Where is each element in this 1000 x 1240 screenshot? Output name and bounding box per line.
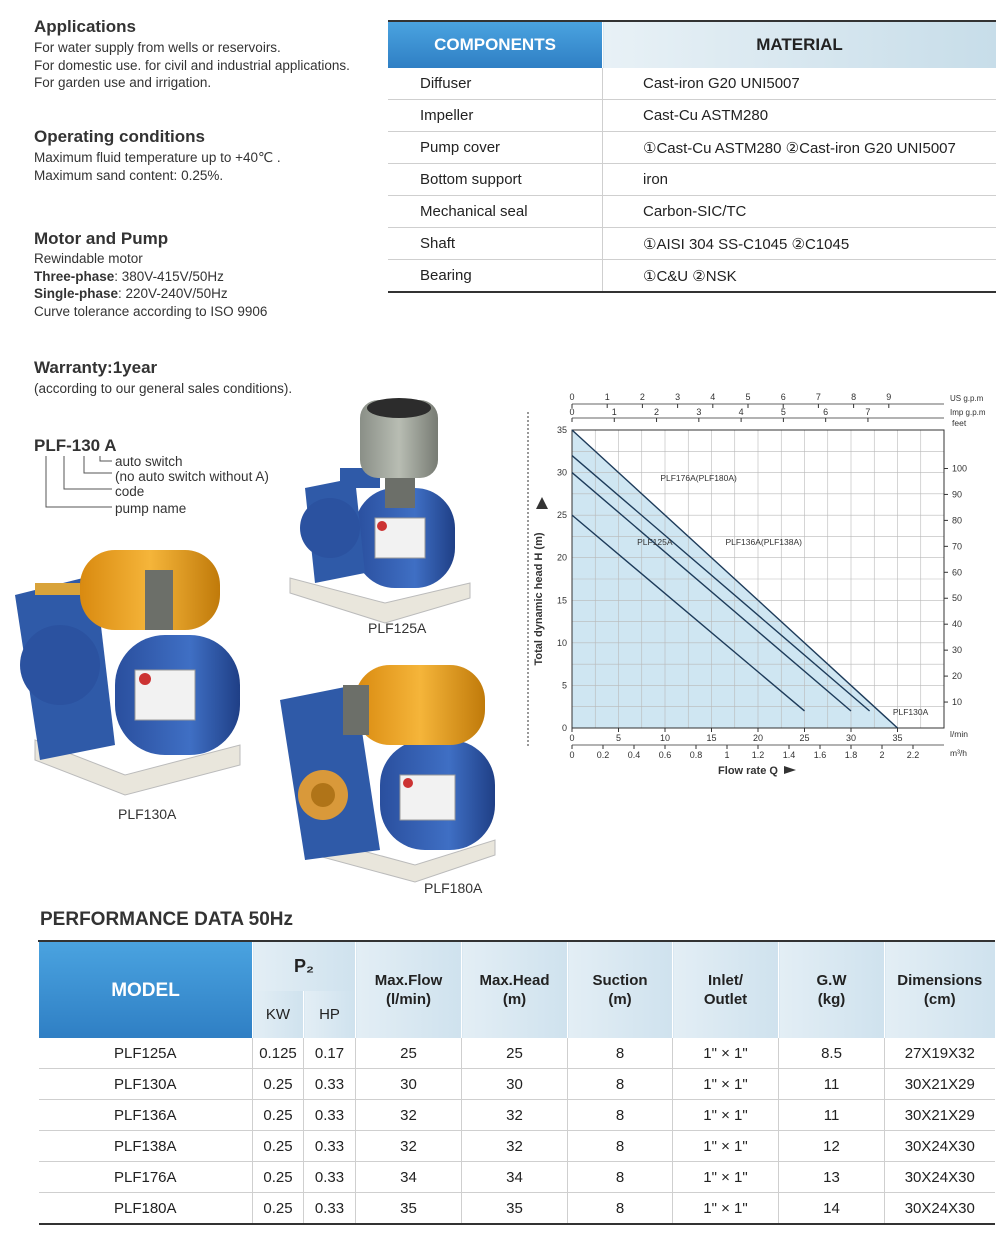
motor-line: Rewindable motor xyxy=(34,251,143,266)
components-row xyxy=(388,260,996,293)
applications-line: For water supply from wells or reservoirs. xyxy=(34,40,281,55)
operating-text xyxy=(34,149,281,184)
performance-cell-dim: 30X24X30 xyxy=(885,1162,995,1193)
pump-plf180a-image xyxy=(275,660,500,885)
chart-us-tick-label: 3 xyxy=(675,392,681,402)
performance-cell-hp: 0.33 xyxy=(304,1193,356,1225)
performance-cell-kw: 0.25 xyxy=(253,1100,304,1131)
chart-imp-tick-label: 1 xyxy=(611,407,617,417)
chart-y2-unit: feet xyxy=(952,418,967,428)
chart-us-tick-label: 4 xyxy=(710,392,716,402)
chart-y-tick-label: 15 xyxy=(556,595,567,606)
chart-x-unit-imp: Imp g.p.m xyxy=(950,408,986,417)
maxhead-header-text: Max.Head xyxy=(479,972,550,989)
components-row xyxy=(388,196,996,228)
chart-m3h-tick-label: 0.6 xyxy=(658,750,672,760)
component-material: ①AISI 304 SS-C1045 ②C1045 xyxy=(603,228,997,260)
performance-cell-hp: 0.33 xyxy=(304,1100,356,1131)
performance-cell-dim: 30X21X29 xyxy=(885,1069,995,1100)
performance-cell-model: PLF176A xyxy=(39,1162,253,1193)
component-part: Bearing xyxy=(388,260,603,293)
performance-cell-io: 1" × 1" xyxy=(673,1069,779,1100)
performance-cell-head: 32 xyxy=(462,1131,568,1162)
performance-cell-hp: 0.33 xyxy=(304,1069,356,1100)
performance-cell-io: 1" × 1" xyxy=(673,1100,779,1131)
performance-cell-gw: 12 xyxy=(779,1131,885,1162)
chart-us-tick-label: 0 xyxy=(569,392,575,402)
chart-x-tick-label: 25 xyxy=(799,733,810,743)
applications-line: For garden use and irrigation. xyxy=(34,75,212,90)
chart-y2-tick-label: 100 xyxy=(952,463,968,474)
outlet-header-text: Outlet xyxy=(703,991,748,1008)
chart-us-tick-label: 8 xyxy=(851,392,857,402)
chart-imp-tick-label: 6 xyxy=(823,407,829,417)
component-part: Diffuser xyxy=(388,68,603,100)
chart-series-label: PLF176A(PLF180A) xyxy=(660,473,737,484)
chart-imp-tick-label: 7 xyxy=(865,407,871,417)
performance-cell-hp: 0.33 xyxy=(304,1162,356,1193)
performance-cell-head: 30 xyxy=(462,1069,568,1100)
maxflow-header-unit: (l/min) xyxy=(386,991,432,1008)
chart-y-label: Total dynamic head H (m) xyxy=(533,532,545,666)
component-part: Shaft xyxy=(388,228,603,260)
performance-cell-dim: 30X21X29 xyxy=(885,1100,995,1131)
motor-title: Motor and Pump xyxy=(34,229,169,248)
dimensions-header-text: Dimensions xyxy=(897,972,983,989)
operating-line: Maximum sand content: 0.25%. xyxy=(34,167,224,183)
chart-series-label: PLF130A xyxy=(892,707,929,718)
gw-header xyxy=(779,941,885,1038)
component-part: Mechanical seal xyxy=(388,196,603,228)
inlet-header-text: Inlet/ xyxy=(708,972,744,989)
performance-cell-gw: 11 xyxy=(779,1069,885,1100)
chart-us-tick-label: 5 xyxy=(745,392,751,402)
chart-y2-tick-label: 50 xyxy=(952,593,963,604)
chart-y-tick-label: 20 xyxy=(556,552,567,563)
components-row xyxy=(388,100,996,132)
chart-y2-tick-label: 70 xyxy=(952,541,963,552)
chart-y-arrow xyxy=(536,497,548,509)
performance-cell-suction: 8 xyxy=(568,1131,673,1162)
components-row xyxy=(388,68,996,100)
performance-cell-suction: 8 xyxy=(568,1038,673,1069)
performance-cell-model: PLF125A xyxy=(39,1038,253,1069)
suction-header-unit: (m) xyxy=(608,991,632,1008)
suction-header-text: Suction xyxy=(592,972,648,989)
performance-cell-model: PLF130A xyxy=(39,1069,253,1100)
chart-m3h-tick-label: 0 xyxy=(569,750,575,760)
code-label: code xyxy=(115,484,145,499)
warranty-title: Warranty:1year xyxy=(34,358,158,377)
auto-switch-note: (no auto switch without A) xyxy=(115,469,269,484)
chart-y2-tick-label: 40 xyxy=(952,619,963,630)
performance-cell-hp: 0.17 xyxy=(304,1038,356,1069)
single-phase-value: : 220V-240V/50Hz xyxy=(118,286,228,301)
component-material: Cast-Cu ASTM280 xyxy=(603,100,997,132)
chart-imp-tick-label: 4 xyxy=(738,407,744,417)
operating-line: Maximum fluid temperature up to +40℃ . xyxy=(34,150,281,165)
pump-plf130a-label: PLF130A xyxy=(118,806,177,822)
performance-cell-flow: 32 xyxy=(356,1131,462,1162)
component-part: Pump cover xyxy=(388,132,603,164)
chart-y-tick-label: 35 xyxy=(556,425,567,435)
performance-cell-model: PLF136A xyxy=(39,1100,253,1131)
performance-cell-suction: 8 xyxy=(568,1100,673,1131)
performance-curve-chart xyxy=(520,388,990,788)
three-phase-label: Three-phase xyxy=(34,268,115,284)
performance-row xyxy=(39,1069,995,1100)
chart-m3h-tick-label: 1.2 xyxy=(751,750,765,760)
model-code-lines xyxy=(34,452,124,514)
performance-cell-kw: 0.25 xyxy=(253,1162,304,1193)
chart-x-arrow xyxy=(784,766,796,774)
chart-m3h-tick-label: 1.6 xyxy=(813,750,827,760)
chart-us-tick-label: 1 xyxy=(604,392,610,402)
pump-plf125a-label: PLF125A xyxy=(368,620,427,636)
warranty-note: (according to our general sales conditions). xyxy=(34,381,293,396)
maxflow-header xyxy=(356,941,462,1038)
gw-header-unit: (kg) xyxy=(817,991,846,1008)
performance-cell-gw: 8.5 xyxy=(779,1038,885,1069)
applications-line: For domestic use. for civil and industrial applications. xyxy=(34,57,350,73)
component-material: iron xyxy=(603,164,997,196)
performance-cell-head: 34 xyxy=(462,1162,568,1193)
performance-title: PERFORMANCE DATA 50Hz xyxy=(40,909,293,930)
chart-m3h-tick-label: 0.4 xyxy=(627,750,641,760)
performance-cell-io: 1" × 1" xyxy=(673,1131,779,1162)
chart-y-tick-label: 0 xyxy=(561,723,567,733)
maxflow-header-text: Max.Flow xyxy=(374,972,443,989)
component-material: ①Cast-Cu ASTM280 ②Cast-iron G20 UNI5007 xyxy=(603,132,997,164)
chart-series-label: PLF136A(PLF138A) xyxy=(725,536,802,547)
chart-y2-tick-label: 10 xyxy=(952,697,963,708)
chart-x-tick-label: 30 xyxy=(845,733,857,743)
operating-title: Operating conditions xyxy=(34,127,205,146)
material-header: MATERIAL xyxy=(603,21,997,68)
performance-cell-kw: 0.125 xyxy=(253,1038,304,1069)
chart-x-unit-us: US g.p.m xyxy=(950,394,984,403)
performance-row xyxy=(39,1100,995,1131)
chart-x-tick-label: 5 xyxy=(615,733,622,743)
chart-imp-tick-label: 3 xyxy=(696,407,702,417)
component-part: Impeller xyxy=(388,100,603,132)
maxhead-header-unit: (m) xyxy=(502,991,527,1008)
performance-row xyxy=(39,1038,995,1069)
component-material: Cast-iron G20 UNI5007 xyxy=(603,68,997,100)
chart-y2-tick-label: 80 xyxy=(952,515,963,526)
performance-cell-head: 35 xyxy=(462,1193,568,1225)
components-row xyxy=(388,132,996,164)
chart-y2-tick-label: 30 xyxy=(952,645,963,656)
chart-us-tick-label: 2 xyxy=(639,392,645,402)
chart-m3h-tick-label: 2.2 xyxy=(906,750,920,760)
chart-x-tick-label: 35 xyxy=(892,733,903,743)
component-material: Carbon-SIC/TC xyxy=(603,196,997,228)
performance-cell-head: 32 xyxy=(462,1100,568,1131)
performance-cell-io: 1" × 1" xyxy=(673,1193,779,1225)
performance-cell-flow: 30 xyxy=(356,1069,462,1100)
performance-row xyxy=(39,1193,995,1225)
performance-cell-hp: 0.33 xyxy=(304,1131,356,1162)
gw-header-text: G.W xyxy=(816,972,847,989)
performance-cell-suction: 8 xyxy=(568,1162,673,1193)
applications-title: Applications xyxy=(34,17,137,36)
chart-y2-tick-label: 60 xyxy=(952,567,963,578)
chart-m3h-tick-label: 1 xyxy=(724,750,730,760)
performance-cell-dim: 27X19X32 xyxy=(885,1038,995,1069)
chart-y-tick-label: 30 xyxy=(556,467,567,478)
chart-x-label: Flow rate Q xyxy=(718,765,778,777)
pump-plf180a-label: PLF180A xyxy=(424,880,483,896)
dimensions-header xyxy=(885,941,995,1038)
chart-y2-tick-label: 20 xyxy=(952,671,963,682)
performance-cell-kw: 0.25 xyxy=(253,1193,304,1225)
three-phase-value: : 380V-415V/50Hz xyxy=(114,268,224,284)
performance-cell-suction: 8 xyxy=(568,1069,673,1100)
pump-plf125a-image xyxy=(285,398,475,628)
performance-cell-suction: 8 xyxy=(568,1193,673,1225)
performance-cell-flow: 25 xyxy=(356,1038,462,1069)
components-header: COMPONENTS xyxy=(388,21,603,68)
performance-cell-gw: 13 xyxy=(779,1162,885,1193)
chart-x-tick-label: 15 xyxy=(706,733,717,743)
performance-cell-io: 1" × 1" xyxy=(673,1162,779,1193)
hp-header: HP xyxy=(304,991,356,1038)
chart-us-tick-label: 7 xyxy=(815,392,821,402)
chart-x-tick-label: 20 xyxy=(752,733,764,743)
model-code: PLF-130 A xyxy=(34,436,117,455)
dimensions-header-unit: (cm) xyxy=(923,991,956,1008)
chart-imp-tick-label: 5 xyxy=(780,407,786,417)
chart-m3h-tick-label: 1.8 xyxy=(844,750,858,760)
performance-cell-model: PLF180A xyxy=(39,1193,253,1225)
chart-us-tick-label: 6 xyxy=(780,392,786,402)
performance-cell-dim: 30X24X30 xyxy=(885,1193,995,1225)
chart-m3h-tick-label: 1.4 xyxy=(782,750,796,760)
performance-cell-flow: 35 xyxy=(356,1193,462,1225)
chart-imp-tick-label: 2 xyxy=(654,407,660,417)
component-material: ①C&U ②NSK xyxy=(603,260,997,293)
motor-line xyxy=(34,285,267,303)
motor-line: Curve tolerance according to ISO 9906 xyxy=(34,303,268,319)
maxhead-header xyxy=(462,941,568,1038)
model-header: MODEL xyxy=(39,941,253,1038)
component-part: Bottom support xyxy=(388,164,603,196)
suction-header xyxy=(568,941,673,1038)
chart-x-tick-label: 0 xyxy=(569,733,575,743)
performance-cell-head: 25 xyxy=(462,1038,568,1069)
components-row xyxy=(388,228,996,260)
performance-row xyxy=(39,1162,995,1193)
performance-cell-gw: 11 xyxy=(779,1100,885,1131)
performance-cell-gw: 14 xyxy=(779,1193,885,1225)
kw-header: KW xyxy=(253,991,304,1038)
inlet-outlet-header xyxy=(673,941,779,1038)
chart-imp-tick-label: 0 xyxy=(569,407,575,417)
model-code-legend xyxy=(115,454,269,516)
chart-m3h-tick-label: 0.8 xyxy=(689,750,703,760)
chart-m3h-tick-label: 2 xyxy=(879,750,885,760)
components-row xyxy=(388,164,996,196)
performance-row xyxy=(39,1131,995,1162)
single-phase-label: Single-phase xyxy=(34,286,119,301)
motor-line xyxy=(34,268,267,286)
auto-switch-label: auto switch xyxy=(115,454,183,469)
p2-header: P₂ xyxy=(253,941,356,991)
performance-cell-io: 1" × 1" xyxy=(673,1038,779,1069)
chart-y-tick-label: 25 xyxy=(556,510,567,521)
chart-m3h-tick-label: 0.2 xyxy=(596,750,610,760)
chart-x-unit-lmin: l/min xyxy=(950,729,968,739)
performance-table xyxy=(38,940,995,1225)
performance-cell-dim: 30X24X30 xyxy=(885,1131,995,1162)
chart-y2-tick-label: 90 xyxy=(952,489,963,500)
performance-cell-flow: 34 xyxy=(356,1162,462,1193)
chart-y-tick-label: 5 xyxy=(561,680,567,691)
components-table xyxy=(388,20,996,293)
pump-name-label: pump name xyxy=(115,501,187,516)
pump-plf130a-image xyxy=(5,545,245,805)
chart-us-tick-label: 9 xyxy=(886,392,892,402)
performance-cell-flow: 32 xyxy=(356,1100,462,1131)
chart-x-unit-m3h: m³/h xyxy=(950,748,967,758)
chart-y-tick-label: 10 xyxy=(556,637,567,648)
performance-cell-kw: 0.25 xyxy=(253,1069,304,1100)
motor-text xyxy=(34,250,267,320)
performance-cell-model: PLF138A xyxy=(39,1131,253,1162)
applications-text xyxy=(34,39,350,92)
chart-series-label: PLF125A xyxy=(637,536,673,547)
performance-cell-kw: 0.25 xyxy=(253,1131,304,1162)
chart-x-tick-label: 10 xyxy=(659,733,671,743)
